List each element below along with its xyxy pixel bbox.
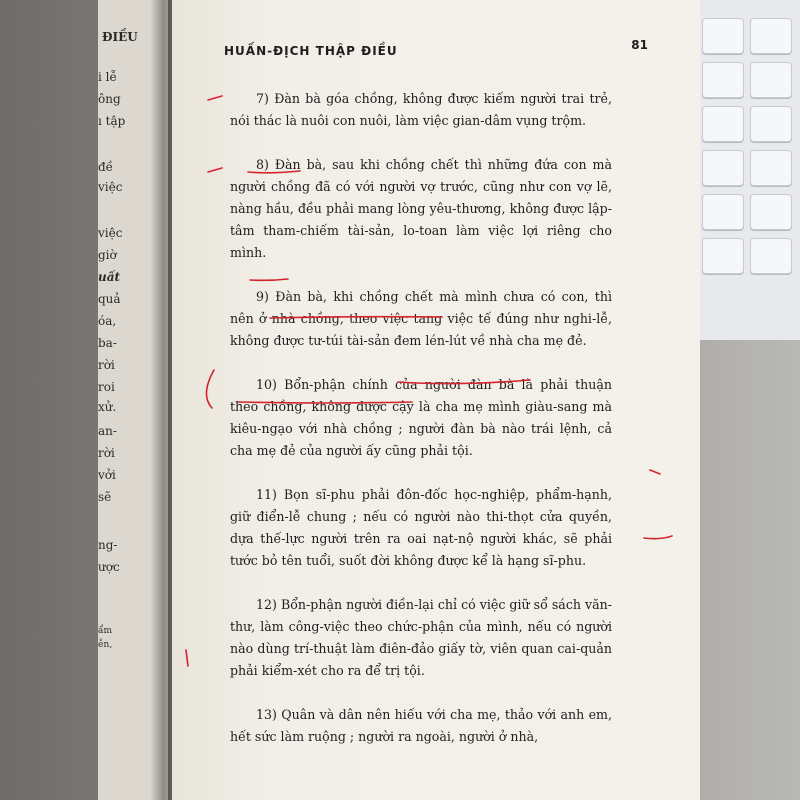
previous-page-fragment: việc — [98, 180, 123, 194]
previous-page-fragment: giờ — [98, 248, 117, 262]
pen-tick-mark — [186, 650, 188, 666]
previous-page-fragment: ng- — [98, 538, 118, 552]
paragraph: 13) Quân và dân nên hiếu với cha mẹ, thảo với anh em, hết sức làm ruộng ; người ra ngoài, người ở nhà, — [230, 707, 612, 744]
previous-page-title: ĐIỀU — [102, 30, 138, 44]
pen-underline — [270, 317, 442, 318]
pen-tick-mark — [208, 168, 222, 172]
page-number: 81 — [631, 38, 648, 52]
paragraph: 8) Đàn bà, sau khi chồng chết thì những đứa con mà người chồng đã có với người vợ trước, cũng như con vợ lẽ, nàng hầu, đều phải mang lòng yêu-thương, không được lập-tâm tham-chiếm tài-sản, lo-toan làm việc lợi riêng cho mình. — [230, 157, 612, 260]
previous-page-fragment: ẩm — [98, 626, 113, 636]
previous-page-fragment: đề — [98, 160, 114, 174]
paragraph: 10) Bổn-phận chính của người đàn bà là phải thuận theo chồng, không được cậy là cha mẹ mình giàu-sang mà kiêu-ngạo với nhà chồng ; người đàn bà nào trái lệnh, cả cha mẹ đẻ của người ấy cũng phải tội. — [230, 377, 612, 458]
pen-bracket — [206, 370, 214, 408]
previous-page-fragment: việc — [98, 226, 123, 240]
previous-page-fragment: vởi — [98, 468, 116, 482]
running-head: HUẤN-ĐỊCH THẬP ĐIỀU — [224, 44, 398, 58]
previous-page-fragment: i lễ — [98, 70, 117, 84]
previous-page-fragment: ễn, — [98, 640, 113, 650]
paragraph: 11) Bọn sĩ-phu phải đôn-đốc học-nghiệp, phẩm-hạnh, giữ điển-lễ chung ; nếu có người nào thi-thọt cửa quyền, dựa thế-lực người trên ra oai nạt-nộ người khác, sẽ phải tước bỏ tên tuổi, suốt đời không được kể là hạng sĩ-phu. — [230, 487, 612, 568]
pen-underline — [248, 171, 300, 173]
paragraph: 7) Đàn bà góa chồng, không được kiếm người trai trẻ, nói thác là nuôi con nuôi, làm việc gian-dâm vụng trộm. — [230, 91, 612, 128]
paragraph: 12) Bổn-phận người điền-lại chỉ có việc giữ sổ sách văn-thư, làm công-việc theo chức-phận của mình, nếu có người nào dùng trí-thuật làm điên-đảo giấy tờ, viên quan cai-quản phải kiểm-xét cho ra để trị tội. — [230, 597, 612, 678]
pen-underline — [398, 380, 530, 384]
previous-page-fragment: uất — [98, 270, 121, 284]
previous-page-fragment: rời — [98, 358, 115, 372]
previous-page-fragment: sẽ — [98, 490, 112, 504]
previous-page-fragment: ı tập — [98, 114, 126, 128]
pen-tick-mark — [208, 96, 222, 100]
previous-page-fragment: roi — [98, 380, 115, 394]
pen-tick-mark — [644, 536, 672, 539]
previous-page-fragment: ba- — [98, 336, 117, 350]
previous-page-fragment: an- — [98, 424, 117, 438]
previous-page-fragment: ông — [98, 92, 121, 106]
previous-page-fragment: óa, — [98, 314, 117, 328]
pen-underline — [250, 279, 288, 280]
paragraph: 9) Đàn bà, khi chồng chết mà mình chưa có con, thì nên ở nhà chồng, theo việc tang việc tế đúng như nghi-lễ, không được tư-túi tài-sản đem lén-lút về nhà cha mẹ đẻ. — [230, 289, 612, 348]
previous-page-fragment: rời — [98, 446, 115, 460]
pen-underline — [238, 402, 412, 403]
previous-page-fragment: xử. — [98, 400, 117, 414]
pen-tick-mark — [650, 470, 660, 474]
previous-page-fragment: ược — [98, 560, 120, 574]
previous-page-fragment: quả — [98, 292, 121, 306]
